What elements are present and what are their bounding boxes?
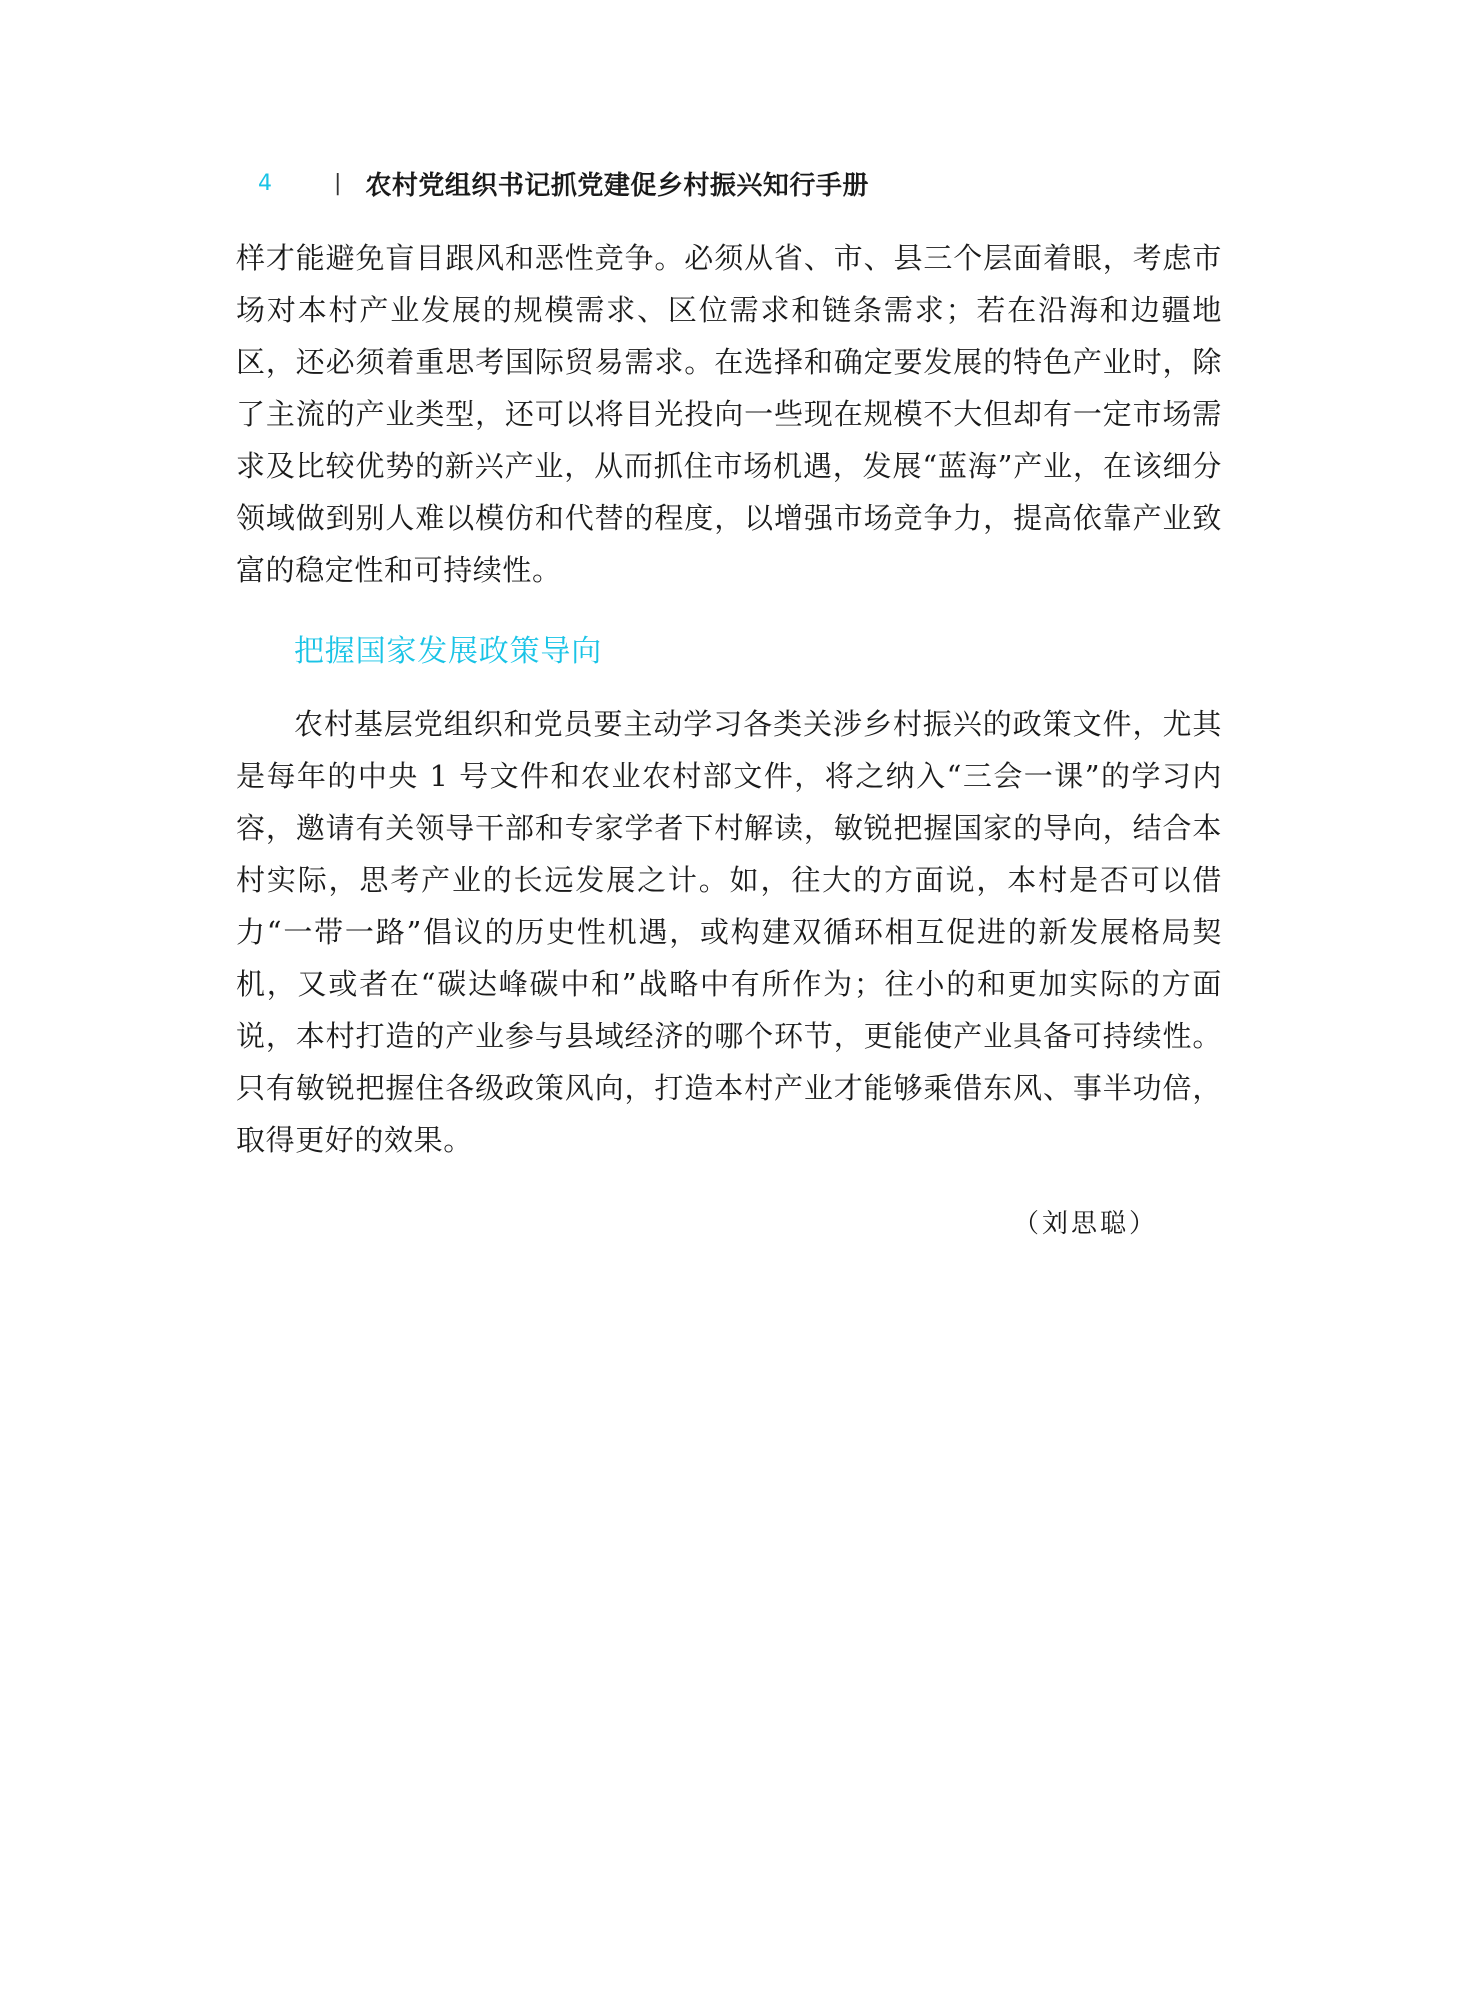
author-credit: （刘思聪） (1012, 1209, 1158, 1239)
book-title: 农村党组织书记抓党建促乡村振兴知行手册 (365, 170, 869, 201)
running-header (258, 163, 869, 203)
page-body (236, 232, 1222, 1244)
section-heading: 把握国家发展政策导向 (294, 634, 602, 669)
header-divider: | (334, 170, 342, 196)
body-paragraph: 农村基层党组织和党员要主动学习各类关涉乡村振兴的政策文件，尤其是每年的中央 1 号文件和农业农村部文件，将之纳入“三会一课”的学习内容，邀请有关领导干部和专家学者下村解读，敏锐把握国家的导向，结合本村实际，思考产业的长远发展之计。如，往大的方面说，本村是否可以借力“一带一路”倡议的历史性机遇，或构建双循环相互促进的新发展格局契机，又或者在“碳达峰碳中和”战略中有所作为；往小的和更加实际的方面说，本村打造的产业参与县域经济的哪个环节，更能使产业具备可持续性。只有敏锐把握住各级政策风向，打造本村产业才能够乘借东风、事半功倍，取得更好的效果。 (236, 707, 1222, 1157)
body-paragraph: 样才能避免盲目跟风和恶性竞争。必须从省、市、县三个层面着眼，考虑市场对本村产业发展的规模需求、区位需求和链条需求；若在沿海和边疆地区，还必须着重思考国际贸易需求。在选择和确定要发展的特色产业时，除了主流的产业类型，还可以将目光投向一些现在规模不大但却有一定市场需求及比较优势的新兴产业，从而抓住市场机遇，发展“蓝海”产业，在该细分领域做到别人难以模仿和代替的程度，以增强市场竞争力，提高依靠产业致富的稳定性和可持续性。 (236, 241, 1222, 587)
page-number: 4 (258, 170, 272, 196)
